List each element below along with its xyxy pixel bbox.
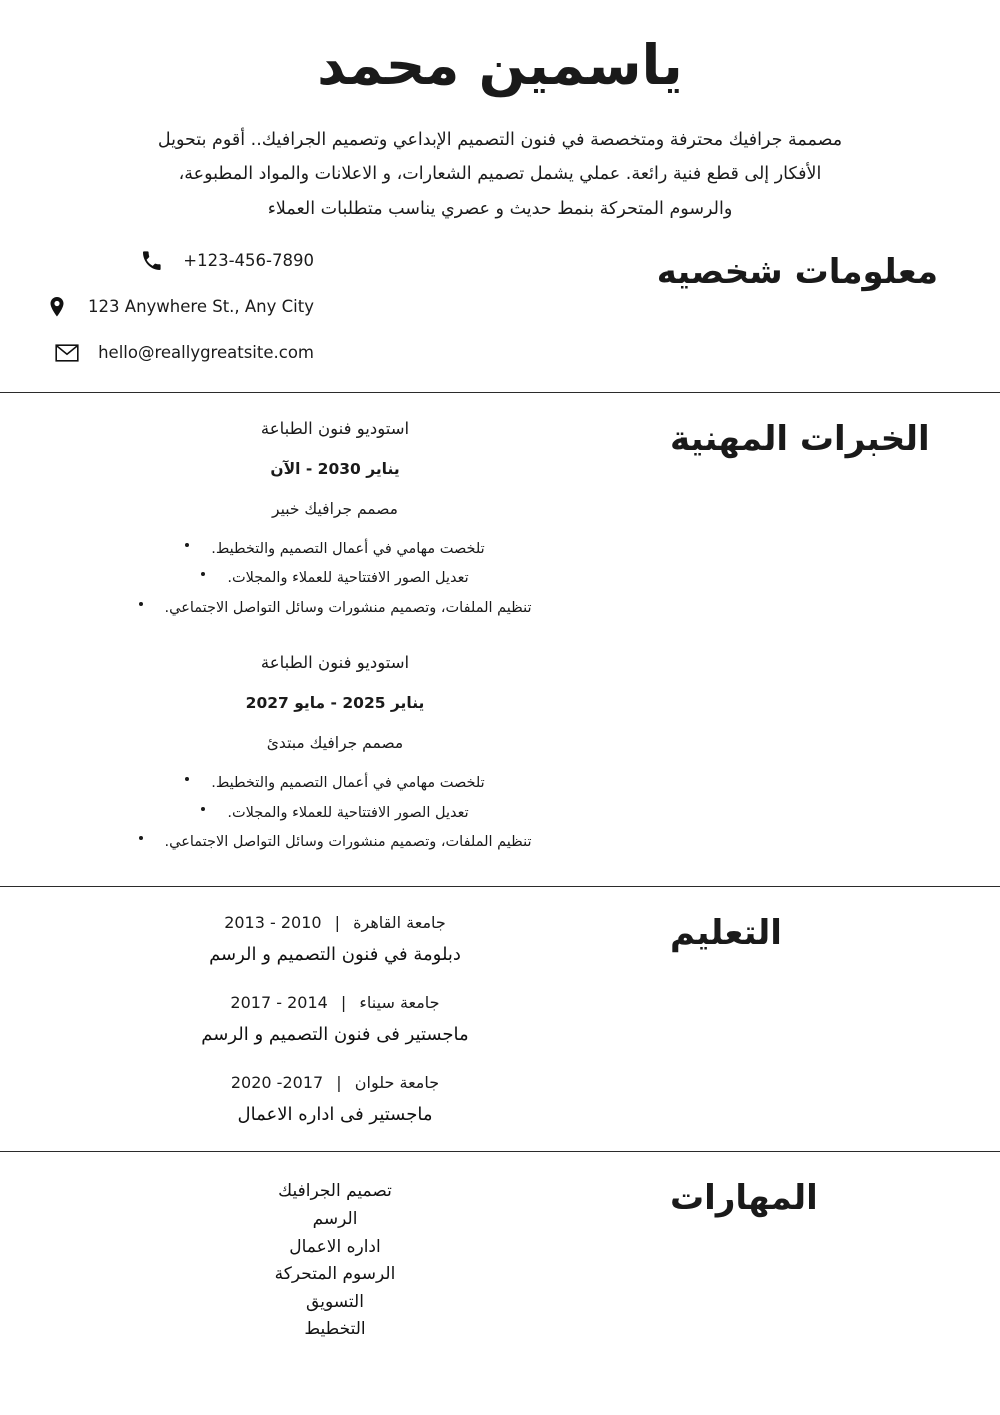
section-title-cell-skills	[670, 1152, 1000, 1219]
bullet-dot	[139, 593, 153, 615]
list-item: التسويق	[306, 1291, 364, 1312]
section-body-skills	[0, 1152, 670, 1369]
contact-value-phone: +123-456-7890	[183, 251, 314, 271]
bullet-dot	[201, 798, 215, 820]
section-body-education	[0, 887, 670, 1151]
phone-icon	[139, 248, 165, 274]
list-item: اداره الاعمال	[289, 1236, 381, 1257]
experience-company: استوديو فنون الطباعة	[260, 418, 410, 438]
envelope-icon	[54, 340, 80, 366]
list-item: التخطيط	[304, 1319, 366, 1340]
list-item	[0, 597, 670, 619]
education-item	[0, 993, 670, 1045]
section-personal-info	[0, 226, 1000, 392]
section-skills	[0, 1152, 1000, 1369]
list-item: تصميم الجرافيك	[278, 1181, 392, 1202]
bullet-text: تلخصت مهامي في أعمال التصميم والتخطيط.	[211, 775, 485, 792]
education-meta	[0, 913, 670, 932]
bullet-dot	[185, 534, 199, 556]
contact-item-email	[0, 340, 670, 366]
bullet-text: تعديل الصور الافتتاحية للعملاء والمجلات.	[227, 570, 469, 587]
bullet-text: تعديل الصور الافتتاحية للعملاء والمجلات.	[227, 804, 469, 821]
education-separator: |	[336, 1073, 342, 1093]
education-meta	[0, 993, 670, 1012]
profile-summary: مصممة جرافيك محترفة ومتخصصة في فنون التصميم الإبداعي وتصميم الجرافيك.. أقوم بتحويل الأفكار إلى قطع فنية رائعة. عملي يشمل تصميم الشعارات، و الاعلانات والمواد المطبوعة، والرسوم المتحركة بنمط حديث و عصري يناسب متطلبات العملاء	[157, 130, 843, 219]
experience-company: استوديو فنون الطباعة	[260, 653, 410, 673]
list-item	[0, 772, 670, 794]
education-years: 2017- 2020	[230, 1073, 324, 1093]
section-title-cell-personal-info	[656, 226, 1000, 293]
section-title-cell-education	[670, 887, 1000, 954]
education-degree: ماجستير فى فنون التصميم و الرسم	[201, 1024, 469, 1046]
bullet-text: تنظيم الملفات، وتصميم منشورات وسائل التواصل الاجتماعي.	[164, 833, 532, 850]
section-title-education: التعليم	[670, 913, 782, 954]
education-separator: |	[340, 993, 347, 1013]
education-meta	[0, 1073, 670, 1092]
section-title-cell-experience	[670, 393, 1000, 460]
education-item	[0, 1073, 670, 1125]
bullet-text: تلخصت مهامي في أعمال التصميم والتخطيط.	[211, 540, 485, 557]
contact-value-address: 123 Anywhere St., Any City	[88, 297, 314, 317]
bullet-dot	[185, 768, 199, 790]
section-title-personal-info: معلومات شخصيه	[656, 251, 938, 292]
education-degree: دبلومة في فنون التصميم و الرسم	[209, 944, 461, 966]
resume-header	[0, 0, 1000, 226]
experience-bullets	[0, 772, 670, 853]
education-item	[0, 913, 670, 965]
list-item: الرسوم المتحركة	[274, 1264, 396, 1285]
list-item	[0, 567, 670, 589]
section-body-personal-info	[0, 226, 670, 392]
education-school: جامعة القاهرة	[353, 913, 446, 933]
page-title: ياسمين محمد	[317, 33, 683, 97]
experience-item	[0, 653, 670, 853]
experience-item	[0, 419, 670, 619]
education-years: 2010 - 2013	[224, 913, 322, 933]
experience-dates: يناير 2030 - الآن	[270, 459, 400, 478]
experience-role: مصمم جرافيك خبير	[272, 499, 398, 518]
experience-dates: يناير 2025 - مايو 2027	[245, 694, 425, 713]
location-pin-icon	[44, 294, 70, 320]
list-item	[0, 802, 670, 824]
contact-item-address	[0, 294, 670, 320]
contact-item-phone	[0, 248, 670, 274]
education-years: 2014 - 2017	[230, 993, 328, 1013]
experience-bullets	[0, 538, 670, 619]
section-education	[0, 887, 1000, 1151]
contact-value-email: hello@reallygreatsite.com	[98, 343, 314, 363]
contact-list	[0, 244, 670, 366]
education-school: جامعة حلوان	[354, 1073, 440, 1093]
skills-list	[0, 1178, 670, 1343]
section-title-experience: الخبرات المهنية	[670, 418, 930, 459]
list-item	[0, 831, 670, 853]
list-item: الرسم	[312, 1208, 358, 1229]
education-degree: ماجستير فى اداره الاعمال	[237, 1104, 433, 1126]
section-title-skills: المهارات	[670, 1178, 818, 1219]
list-item	[0, 538, 670, 560]
education-separator: |	[334, 913, 341, 933]
bullet-dot	[139, 827, 153, 849]
section-body-experience	[0, 393, 670, 887]
bullet-text: تنظيم الملفات، وتصميم منشورات وسائل التواصل الاجتماعي.	[164, 599, 532, 616]
section-experience	[0, 393, 1000, 887]
bullet-dot	[201, 563, 215, 585]
experience-role: مصمم جرافيك مبتدئ	[266, 734, 404, 753]
education-school: جامعة سيناء	[359, 993, 440, 1013]
